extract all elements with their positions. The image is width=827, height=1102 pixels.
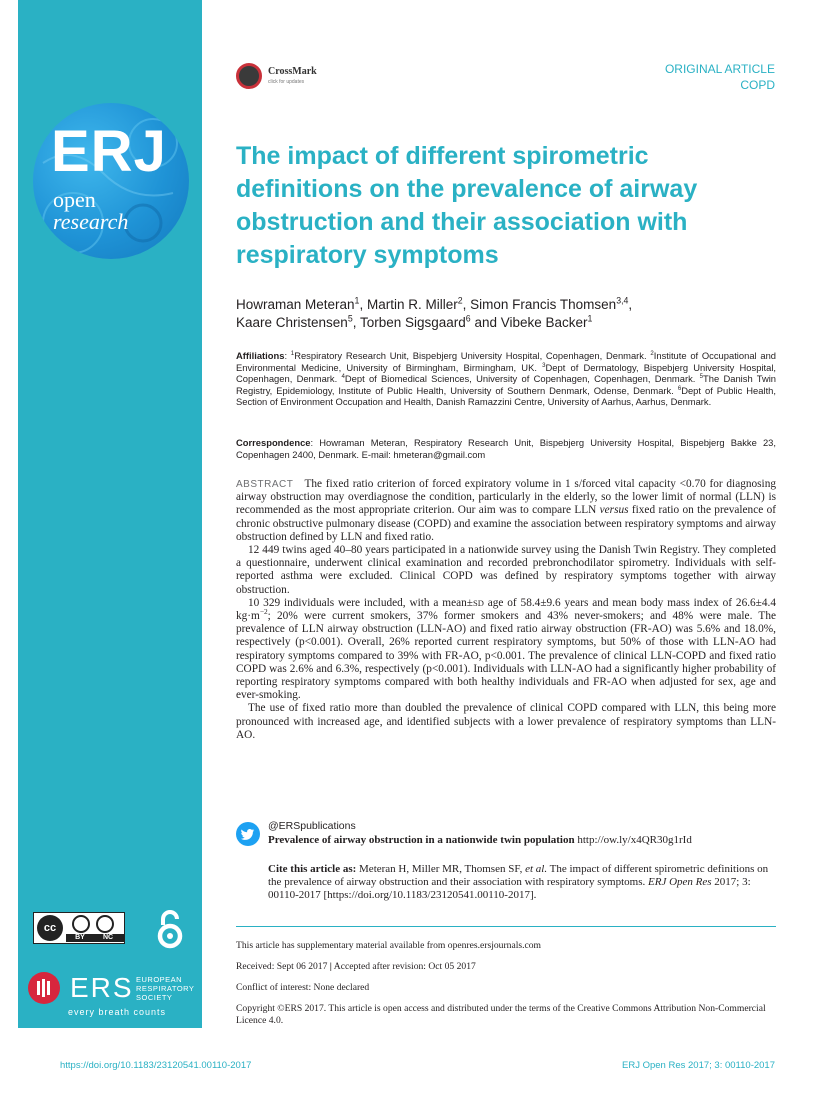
crossmark-label: CrossMark [268,66,317,77]
ers-society-name [136,975,194,1002]
cc-license-badge[interactable] [33,912,125,944]
ers-tagline: every breath counts [68,1007,167,1017]
ers-abbreviation: ERS [70,972,134,1003]
article-title: The impact of different spirometric definitions on the prevalence of airway obstruction and their association with respiratory symptoms [236,142,698,269]
author-affiliation: 2 [457,295,463,306]
abstract-text: ; 20% were current smokers, 37% former smokers and 43% never-smokers; and 48% were male. The prevalence of LLN airway obstruction (LLN-AO) and fixed ratio airway obstruction (FR-AO) was 5.6% and 18.0%, respectively (p<0.001). Overall, 26% reported current respiratory symptoms, but 50% of those with LLN-AO had respiratory symptoms compared to 39% with FR-AO, p<0.001. The prevalence of clinical LLN-COPD and fixed ratio COPD was 2.6% and 6.3%, respectively (p<0.001). Individuals with LLN-AO had a significantly higher probability of reporting respiratory symptoms compared with both healthy individuals and FR-AO when adjusted for sex, age and ever-smoking. [236,610,776,702]
journal-reference: ERJ Open Res 2017; 3: 00110-2017 [622,1060,775,1071]
license-terms-bar [66,934,124,942]
ers-society-line: EUROPEAN [136,975,183,984]
ers-society-line: RESPIRATORY [136,984,195,993]
conflict-of-interest: Conflict of interest: None declared [236,982,370,993]
logo-erj-text: ERJ [51,119,167,184]
abstract-smallcaps: SD [472,597,484,608]
affiliation-text: The Danish Twin Registry, Epidemiology, Institute of Public Health, University of Southern Denmark, Odense, Denmark. [236,373,777,396]
affiliation-number: 5 [699,373,704,381]
article-subject: COPD [740,78,775,92]
affiliations: Affiliations: $^1$Respiratory Research Unit, Bispebjerg University Hospital, Copenhagen, Denmark. $^2$Institute of Occupational and Environmental Medicine, University of Birmingham, Birmingham, UK. $^3$Dept of Dermatology, Bispebjerg University Hospital, Copenhagen, Denmark. $^4$Dept of Biomedical Sciences, University of Copenhagen, Copenhagen, Denmark. $^5$The Danish Twin Registry, Epidemiology, Institute of Public Health, University of Southern Denmark, Odense, Denmark. $^6$Dept of Public Health, Section of Environment Occupation and Health, Danish Ramazzini Centre, University of Aarhus, Aarhus, Denmark. [236,349,777,408]
affiliation-number: 6 [677,384,682,392]
license-nc-label: NC [102,934,114,941]
open-access-icon [155,909,185,949]
cite-text: The impact of different spirometric definitions on the prevalence of airway obstruction and their association with respiratory symptoms. [268,863,769,888]
logo-open-text: open [53,187,96,212]
ers-society-line: SOCIETY [136,993,173,1002]
affiliation-number: 2 [650,349,654,357]
cite-etal: et al. [525,863,548,875]
author: Martin R. Miller [366,297,458,312]
affiliation-text: Institute of Occupational and Environmental Medicine, University of Birmingham, Birmingham, UK. [236,350,776,373]
affiliation-number: 3 [542,361,546,369]
received-dates: Received: Sept 06 2017 | Accepted after revision: Oct 05 2017 [236,961,476,972]
abstract-paragraph [236,597,776,703]
supplementary-note: This article has supplementary material available from openres.ersjournals.com [236,940,542,951]
abstract-text: fixed ratio on the prevalence of chronic obstructive pulmonary disease (COPD) and examine the association between respiratory symptoms and airway obstruction defined by LLN and fixed ratio. [236,504,776,543]
section-divider [236,926,776,927]
author: Howraman Meteran [236,297,355,312]
cite-text: Meteran H, Miller MR, Thomsen SF, [359,863,526,875]
affiliation-text: Dept of Biomedical Sciences, University of Copenhagen, Copenhagen, Denmark. [344,373,696,385]
author-affiliation: 1 [587,313,593,324]
cite-doi[interactable]: 2017; 3: 00110-2017 [https://doi.org/10.1183/23120541.00110-2017]. [268,876,751,901]
author: Simon Francis Thomsen [470,297,617,312]
affiliation-number: 1 [290,349,295,357]
accepted-date: Accepted after revision: Oct 05 2017 [333,961,476,972]
author-affiliation: 1 [354,295,360,306]
abstract-italic: versus [599,504,629,517]
abstract-superscript: −2 [259,607,268,617]
author: Vibeke Backer [500,315,588,330]
twitter-bird-icon[interactable] [236,822,260,846]
by-person-icon [72,915,90,933]
cite-label: Cite this article as: [268,863,357,875]
logo-research-text: research [53,209,129,234]
abstract-text: The fixed ratio criterion of forced expiratory volume in 1 s/forced vital capacity <0.70 for diagnosing airway obstruction may overdiagnose the condition, particularly in the elderly, so the lower limit of normal (LLN) is recommended as the most appropriate criterion. Our aim was to compare LLN [236,478,776,517]
affiliation-text: Respiratory Research Unit, Bispebjerg University Hospital, Copenhagen, Denmark. [294,350,647,361]
twitter-link[interactable]: http://ow.ly/x4QR30g1rId [577,834,692,846]
author-affiliation: 6 [465,313,471,324]
abstract-paragraph: The use of fixed ratio more than doubled the prevalence of clinical COPD compared with LLN, this being more pronounced with increased age, and identified subjects with a lower prevalence of respiratory symptoms than LLN-AO. [236,702,776,741]
twitter-handle[interactable]: @ERSpublications [268,820,356,832]
author-affiliation: 5 [347,313,353,324]
correspondence-label: Correspondence [236,437,311,448]
correspondence: Correspondence: Howraman Meteran, Respiratory Research Unit, Bispebjerg University Hospital, Bispebjerg Bakke 23, Copenhagen 2400, Denmark. E-mail: hmeteran@gmail.com [236,437,776,460]
doi-link[interactable]: https://doi.org/10.1183/23120541.00110-2017 [60,1060,252,1071]
abstract-text: age of 58.4±9.6 years and mean body mass index of 26.6±4.4 kg·m [236,596,777,623]
ers-logo[interactable] [28,972,198,1022]
affiliation-number: 4 [341,373,345,381]
crossmark-badge[interactable] [236,63,326,91]
license-by-label: BY [75,934,85,941]
copyright-notice: Copyright ©ERS 2017. This article is open access and distributed under the terms of the Creative Commons Attribution Non-Commercial Licence 4.0. [236,1003,766,1026]
twitter-summary-text: Prevalence of airway obstruction in a nationwide twin population [268,834,575,846]
article-type [665,61,775,93]
citation [268,863,778,902]
nc-dollar-icon [96,915,114,933]
cite-journal: ERJ Open Res [648,876,712,888]
affiliations-label: Affiliations [236,350,285,361]
correspondence-text[interactable]: Howraman Meteran, Respiratory Research Unit, Bispebjerg University Hospital, Bispebjerg Bakke 23, Copenhagen 2400, Denmark. E-mail: hmeteran@gmail.com [236,437,776,460]
affiliation-text: Dept of Public Health, Section of Environment Occupation and Health, Danish Ramazzini Centre, University of Aarhus, Aarhus, Denmark. [236,384,776,408]
author: Torben Sigsgaard [359,315,466,330]
article-category: ORIGINAL ARTICLE [664,62,775,76]
affiliation-text: Dept of Dermatology, Bispebjerg University Hospital, Copenhagen, Denmark. [236,361,777,385]
erj-open-research-logo[interactable] [33,103,189,259]
received-date: Received: Sept 06 2017 [236,961,328,972]
abstract-label: ABSTRACT [236,479,294,490]
author-affiliation: 3,4 [616,295,629,306]
crossmark-sublabel: click for updates [268,79,305,85]
abstract-paragraph [236,478,776,544]
crossmark-icon [236,63,262,89]
abstract-text: 10 329 individuals were included, with a mean± [248,596,473,609]
ers-lungs-icon [28,972,60,1004]
author-list: Howraman Meteran$^1$, Martin R. Miller$^2$, Simon Francis Thomsen$^{3,4}$, Kaare Christensen$^5$, Torben Sigsgaard$^6$ and Vibeke Backer$^1$ [236,295,633,330]
abstract-paragraph: 12 449 twins aged 40–80 years participated in a nationwide survey using the Danish Twin Registry. They completed a questionnaire, underwent clinical examination and recorded prebronchodilator spirometry. Individuals with self-reported asthma were excluded. Clinical COPD was defined by respiratory symptoms together with airway obstruction. [236,544,776,596]
abstract [236,478,776,742]
cc-icon: cc [37,915,63,941]
twitter-summary [268,834,778,846]
author: Kaare Christensen [236,315,348,330]
